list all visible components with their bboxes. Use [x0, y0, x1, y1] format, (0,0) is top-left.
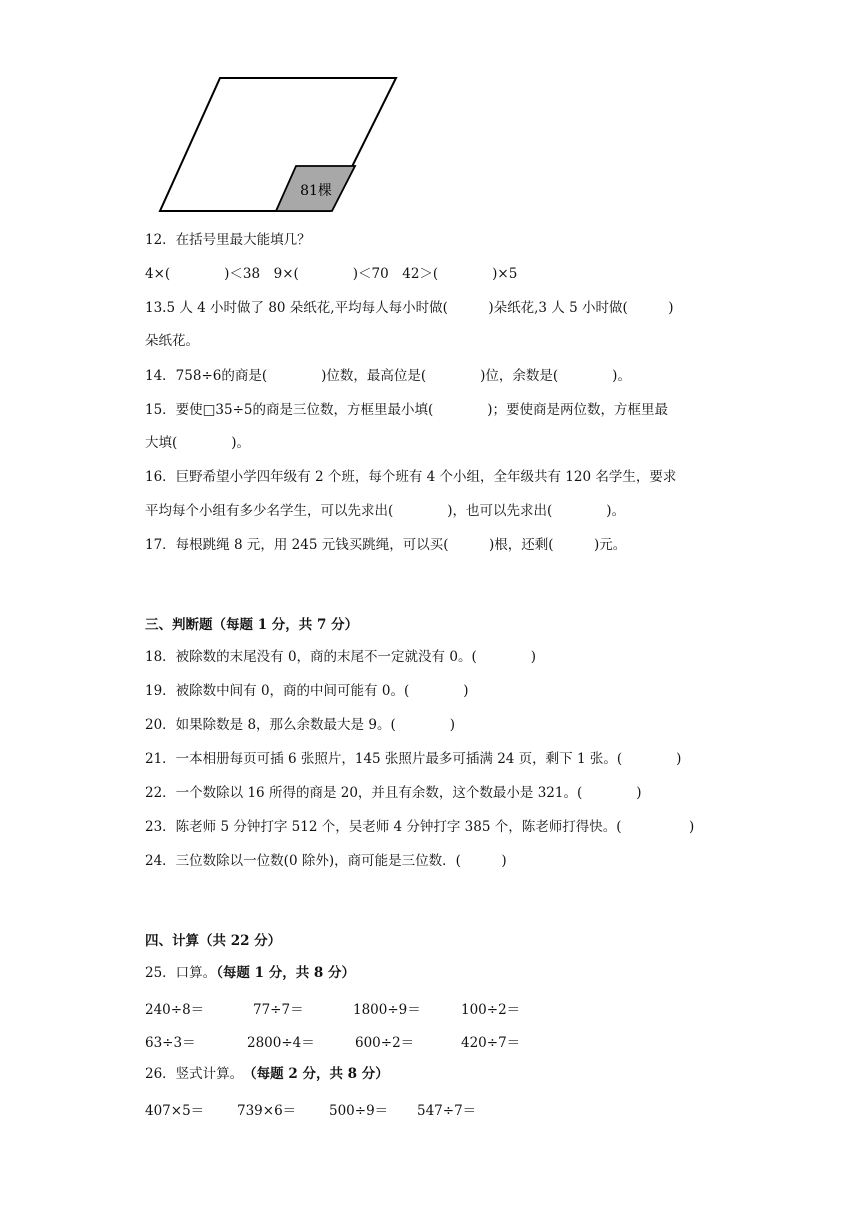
question-16-line1: 16．巨野希望小学四年级有 2 个班，每个班有 4 个小组，全年级共有 120 名学生，要求 [145, 469, 677, 485]
question-26-points: （每题 2 分，共 8 分） [236, 1066, 389, 1082]
parallelogram-figure [150, 70, 410, 220]
oral-row-1 [145, 998, 520, 1018]
judge-item-23: 23．陈老师 5 分钟打字 512 个，吴老师 4 分钟打字 385 个，陈老师打得快。( ) [145, 819, 695, 835]
question-14: 14．758÷6的商是( )位数，最高位是( )位，余数是( )。 [145, 368, 631, 384]
question-15-line1: 15．要使□35÷5的商是三位数，方框里最小填( )；要使商是两位数，方框里最 [145, 402, 669, 418]
vertical-problem: 739×6＝ [237, 1103, 297, 1119]
oral-problem: 240÷8＝ [145, 1002, 205, 1018]
question-26-label: 26．竖式计算。 [145, 1066, 237, 1082]
oral-problem: 2800÷4＝ [247, 1035, 315, 1051]
oral-problem: 63÷3＝ [145, 1035, 196, 1051]
oral-problem: 420÷7＝ [461, 1035, 521, 1051]
question-25 [145, 963, 355, 983]
vertical-calc-row [145, 1099, 476, 1119]
oral-problem: 100÷2＝ [461, 1002, 521, 1018]
judge-item-24: 24．三位数除以一位数(0 除外)，商可能是三位数．( ) [145, 853, 507, 869]
question-12-title: 12．在括号里最大能填几？ [145, 232, 311, 248]
judge-item-20: 20．如果除数是 8，那么余数最大是 9。( ) [145, 717, 455, 733]
judge-item-22: 22．一个数除以 16 所得的商是 20，并且有余数，这个数最小是 321。( ) [145, 785, 642, 801]
vertical-problem: 547÷7＝ [417, 1103, 477, 1119]
question-26 [145, 1064, 389, 1084]
oral-problem: 77÷7＝ [253, 1002, 304, 1018]
oral-problem: 1800÷9＝ [353, 1002, 421, 1018]
question-13-line1: 13.5 人 4 小时做了 80 朵纸花,平均每人每小时做( )朵纸花,3 人 5 小时做( ) [145, 300, 674, 316]
question-17: 17．每根跳绳 8 元，用 245 元钱买跳绳，可以买( )根，还剩( )元。 [145, 537, 627, 553]
vertical-problem: 500÷9＝ [329, 1103, 389, 1119]
vertical-problem: 407×5＝ [145, 1103, 205, 1119]
question-25-label: 25．口算。 [145, 965, 217, 981]
parallelogram-outline [160, 78, 396, 211]
judge-item-18: 18．被除数的末尾没有 0，商的末尾不一定就没有 0。( ) [145, 649, 536, 665]
question-15-line2: 大填( )。 [145, 435, 251, 451]
question-12-line: 4×( )＜38 9×( )＜70 42＞( )×5 [145, 266, 518, 282]
oral-problem: 600÷2＝ [355, 1035, 415, 1051]
question-13-line2: 朵纸花。 [145, 333, 199, 349]
oral-row-2 [145, 1031, 520, 1051]
judge-item-19: 19．被除数中间有 0，商的中间可能有 0。( ) [145, 683, 469, 699]
figure-label: 81棵 [300, 183, 332, 199]
question-16-line2: 平均每个小组有多少名学生，可以先求出( )，也可以先求出( )。 [145, 503, 626, 519]
section-calc-heading: 四、计算（共 22 分） [145, 933, 282, 949]
judge-item-21: 21．一本相册每页可插 6 张照片，145 张照片最多可插满 24 页，剩下 1 张。( ) [145, 751, 682, 767]
section-judge-heading: 三、判断题（每题 1 分，共 7 分） [145, 617, 359, 633]
question-25-points: （每题 1 分，共 8 分） [216, 965, 356, 981]
